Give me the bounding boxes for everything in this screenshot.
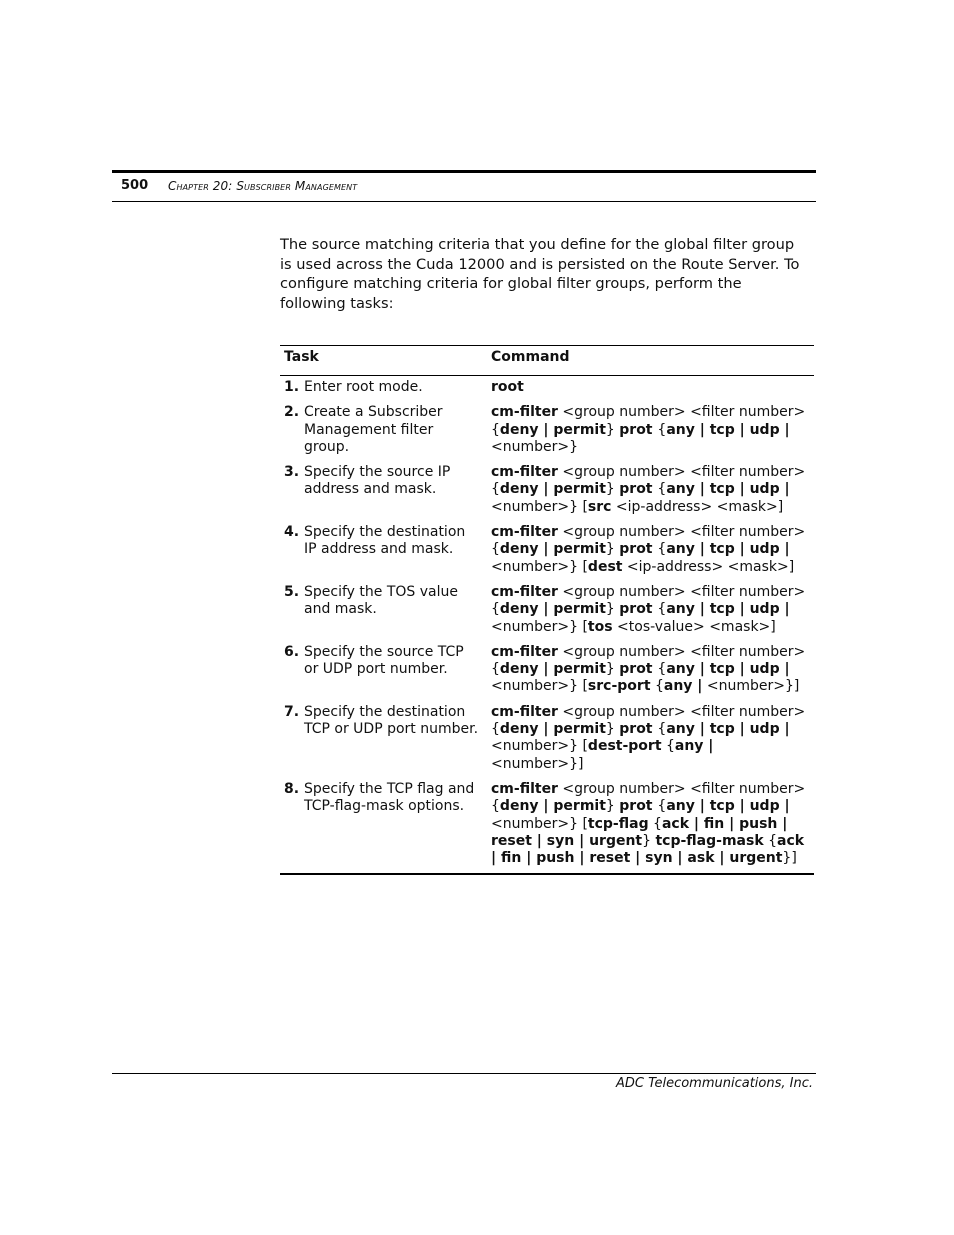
- command-cell: [487, 524, 814, 584]
- command-keyword: cm-filter: [491, 464, 558, 481]
- command-keyword: prot: [619, 661, 658, 678]
- command-argument: }: [605, 798, 620, 815]
- command-argument: <group number> <filter number> {: [491, 643, 806, 678]
- command-argument: {: [661, 738, 675, 755]
- command-keyword: any | tcp | udp |: [666, 421, 790, 438]
- task-text: Specify the TOS value and mask.: [304, 583, 458, 618]
- command-argument: <group number> <filter number> {: [491, 583, 806, 618]
- command-argument: <tos-value> <mask>]: [612, 618, 776, 635]
- command-keyword: prot: [619, 721, 658, 738]
- table-header-row: [280, 346, 814, 376]
- command-keyword: deny | permit: [499, 601, 606, 618]
- task-cell: [280, 704, 487, 781]
- step-number: 8.: [284, 780, 300, 797]
- command-keyword: deny | permit: [499, 661, 606, 678]
- step-number: 5.: [284, 583, 300, 600]
- header-rule-bottom: [112, 201, 816, 202]
- command-argument: {: [657, 798, 667, 815]
- command-keyword: tcp-flag-mask: [655, 832, 764, 849]
- command-argument: }: [605, 481, 620, 498]
- command-keyword: ack | fin | push | reset | syn | urgent: [491, 815, 788, 849]
- step-number: 1.: [284, 379, 300, 395]
- task-cell: [280, 404, 487, 464]
- task-text: Specify the destination IP address and mask.: [304, 524, 466, 558]
- command-keyword: dest-port: [587, 738, 662, 755]
- command-argument: <number>} [: [491, 558, 588, 575]
- task-text: Enter root mode.: [304, 379, 423, 395]
- command-keyword: root: [491, 379, 524, 395]
- command-argument: <number>} [: [491, 738, 588, 755]
- command-cell: [487, 584, 814, 644]
- command-argument: }: [605, 541, 620, 558]
- command-argument: <group number> <filter number> {: [491, 464, 806, 498]
- command-keyword: src: [587, 498, 612, 515]
- command-argument: <group number> <filter number> {: [491, 703, 806, 738]
- table-row: [280, 704, 814, 781]
- command-cell: [487, 376, 814, 405]
- step-number: 3.: [284, 464, 300, 481]
- command-argument: {: [657, 661, 667, 678]
- command-keyword: prot: [619, 798, 658, 815]
- command-keyword: deny | permit: [499, 798, 606, 815]
- command-argument: <group number> <filter number> {: [491, 524, 806, 558]
- table-row: [280, 464, 814, 524]
- command-keyword: cm-filter: [491, 780, 558, 797]
- command-keyword: cm-filter: [491, 583, 558, 600]
- command-argument: }: [605, 721, 620, 738]
- command-keyword: src-port: [587, 678, 651, 695]
- command-keyword: cm-filter: [491, 703, 558, 720]
- command-argument: {: [763, 832, 778, 849]
- command-argument: {: [648, 815, 662, 832]
- command-keyword: dest: [587, 558, 623, 575]
- command-keyword: cm-filter: [491, 643, 558, 660]
- command-keyword: any |: [674, 738, 714, 755]
- command-argument: }: [605, 661, 620, 678]
- task-text: Create a Subscriber Management filter group.: [304, 404, 443, 455]
- command-keyword: any | tcp | udp |: [666, 541, 790, 558]
- command-keyword: any |: [663, 678, 703, 695]
- task-text: Specify the destination TCP or UDP port number.: [304, 703, 479, 738]
- command-argument: <number>}: [491, 438, 579, 455]
- page-number: 500: [121, 178, 149, 193]
- command-keyword: prot: [619, 601, 658, 618]
- command-keyword: any | tcp | udp |: [666, 721, 790, 738]
- command-keyword: cm-filter: [491, 404, 558, 421]
- command-cell: [487, 781, 814, 874]
- table-row: [280, 404, 814, 464]
- command-keyword: prot: [619, 421, 658, 438]
- step-number: 2.: [284, 404, 300, 421]
- command-column-header: Command: [487, 346, 814, 376]
- task-command-table: [280, 345, 814, 875]
- header-rule-top: [112, 170, 816, 173]
- command-keyword: prot: [619, 481, 658, 498]
- command-keyword: deny | permit: [499, 721, 606, 738]
- table-row: [280, 376, 814, 405]
- command-cell: [487, 404, 814, 464]
- table-row: [280, 644, 814, 704]
- task-text: Specify the source TCP or UDP port number.: [304, 643, 464, 678]
- step-number: 7.: [284, 703, 300, 720]
- command-argument: <number>} [: [491, 678, 588, 695]
- intro-paragraph: The source matching criteria that you define for the global filter group is used across the Cuda 12000 and is persisted on the Route Server. To configure matching criteria for global filter groups, perform the following tasks:: [280, 236, 800, 312]
- command-keyword: any | tcp | udp |: [666, 481, 790, 498]
- command-argument: <number>} [: [491, 618, 588, 635]
- command-keyword: any | tcp | udp |: [666, 661, 790, 678]
- command-argument: }: [605, 421, 620, 438]
- command-cell: [487, 464, 814, 524]
- task-cell: [280, 464, 487, 524]
- command-keyword: tcp-flag: [587, 815, 649, 832]
- command-cell: [487, 704, 814, 781]
- command-argument: {: [657, 721, 667, 738]
- command-keyword: deny | permit: [499, 481, 606, 498]
- task-column-header: Task: [280, 346, 487, 376]
- command-argument: {: [650, 678, 664, 695]
- command-keyword: deny | permit: [499, 421, 606, 438]
- command-argument: <group number> <filter number> {: [491, 780, 806, 815]
- command-argument: }: [642, 832, 656, 849]
- command-keyword: prot: [619, 541, 658, 558]
- footer-company: ADC Telecommunications, Inc.: [616, 1076, 813, 1091]
- task-cell: [280, 781, 487, 874]
- command-keyword: any | tcp | udp |: [666, 601, 790, 618]
- step-number: 4.: [284, 524, 300, 541]
- task-cell: [280, 376, 487, 405]
- command-keyword: any | tcp | udp |: [666, 798, 790, 815]
- command-keyword: tos: [587, 618, 613, 635]
- table-row: [280, 524, 814, 584]
- task-cell: [280, 644, 487, 704]
- command-argument: {: [657, 541, 667, 558]
- command-argument: }: [605, 601, 620, 618]
- command-keyword: deny | permit: [499, 541, 606, 558]
- table-row: [280, 584, 814, 644]
- command-argument: <number>} [: [491, 815, 588, 832]
- command-keyword: cm-filter: [491, 524, 558, 541]
- command-argument: <ip-address> <mask>]: [611, 498, 784, 515]
- command-argument: <number>} [: [491, 498, 588, 515]
- command-argument: <group number> <filter number> {: [491, 404, 806, 438]
- task-text: Specify the source IP address and mask.: [304, 464, 451, 498]
- table-row: [280, 781, 814, 874]
- command-cell: [487, 644, 814, 704]
- footer-rule: [112, 1073, 816, 1074]
- command-argument: {: [657, 481, 667, 498]
- command-keyword: ack | fin | push | reset | syn | ask | urgent: [491, 832, 805, 867]
- command-argument: {: [657, 601, 667, 618]
- command-argument: {: [657, 421, 667, 438]
- command-argument: <number>}]: [702, 678, 800, 695]
- task-cell: [280, 584, 487, 644]
- command-argument: }]: [782, 850, 797, 867]
- chapter-title: Chapter 20: Subscriber Management: [168, 179, 358, 193]
- task-text: Specify the TCP flag and TCP-flag-mask options.: [304, 780, 475, 815]
- task-cell: [280, 524, 487, 584]
- table-body: [280, 376, 814, 875]
- step-number: 6.: [284, 643, 300, 660]
- command-argument: <ip-address> <mask>]: [622, 558, 795, 575]
- command-argument: <number>}]: [491, 755, 584, 772]
